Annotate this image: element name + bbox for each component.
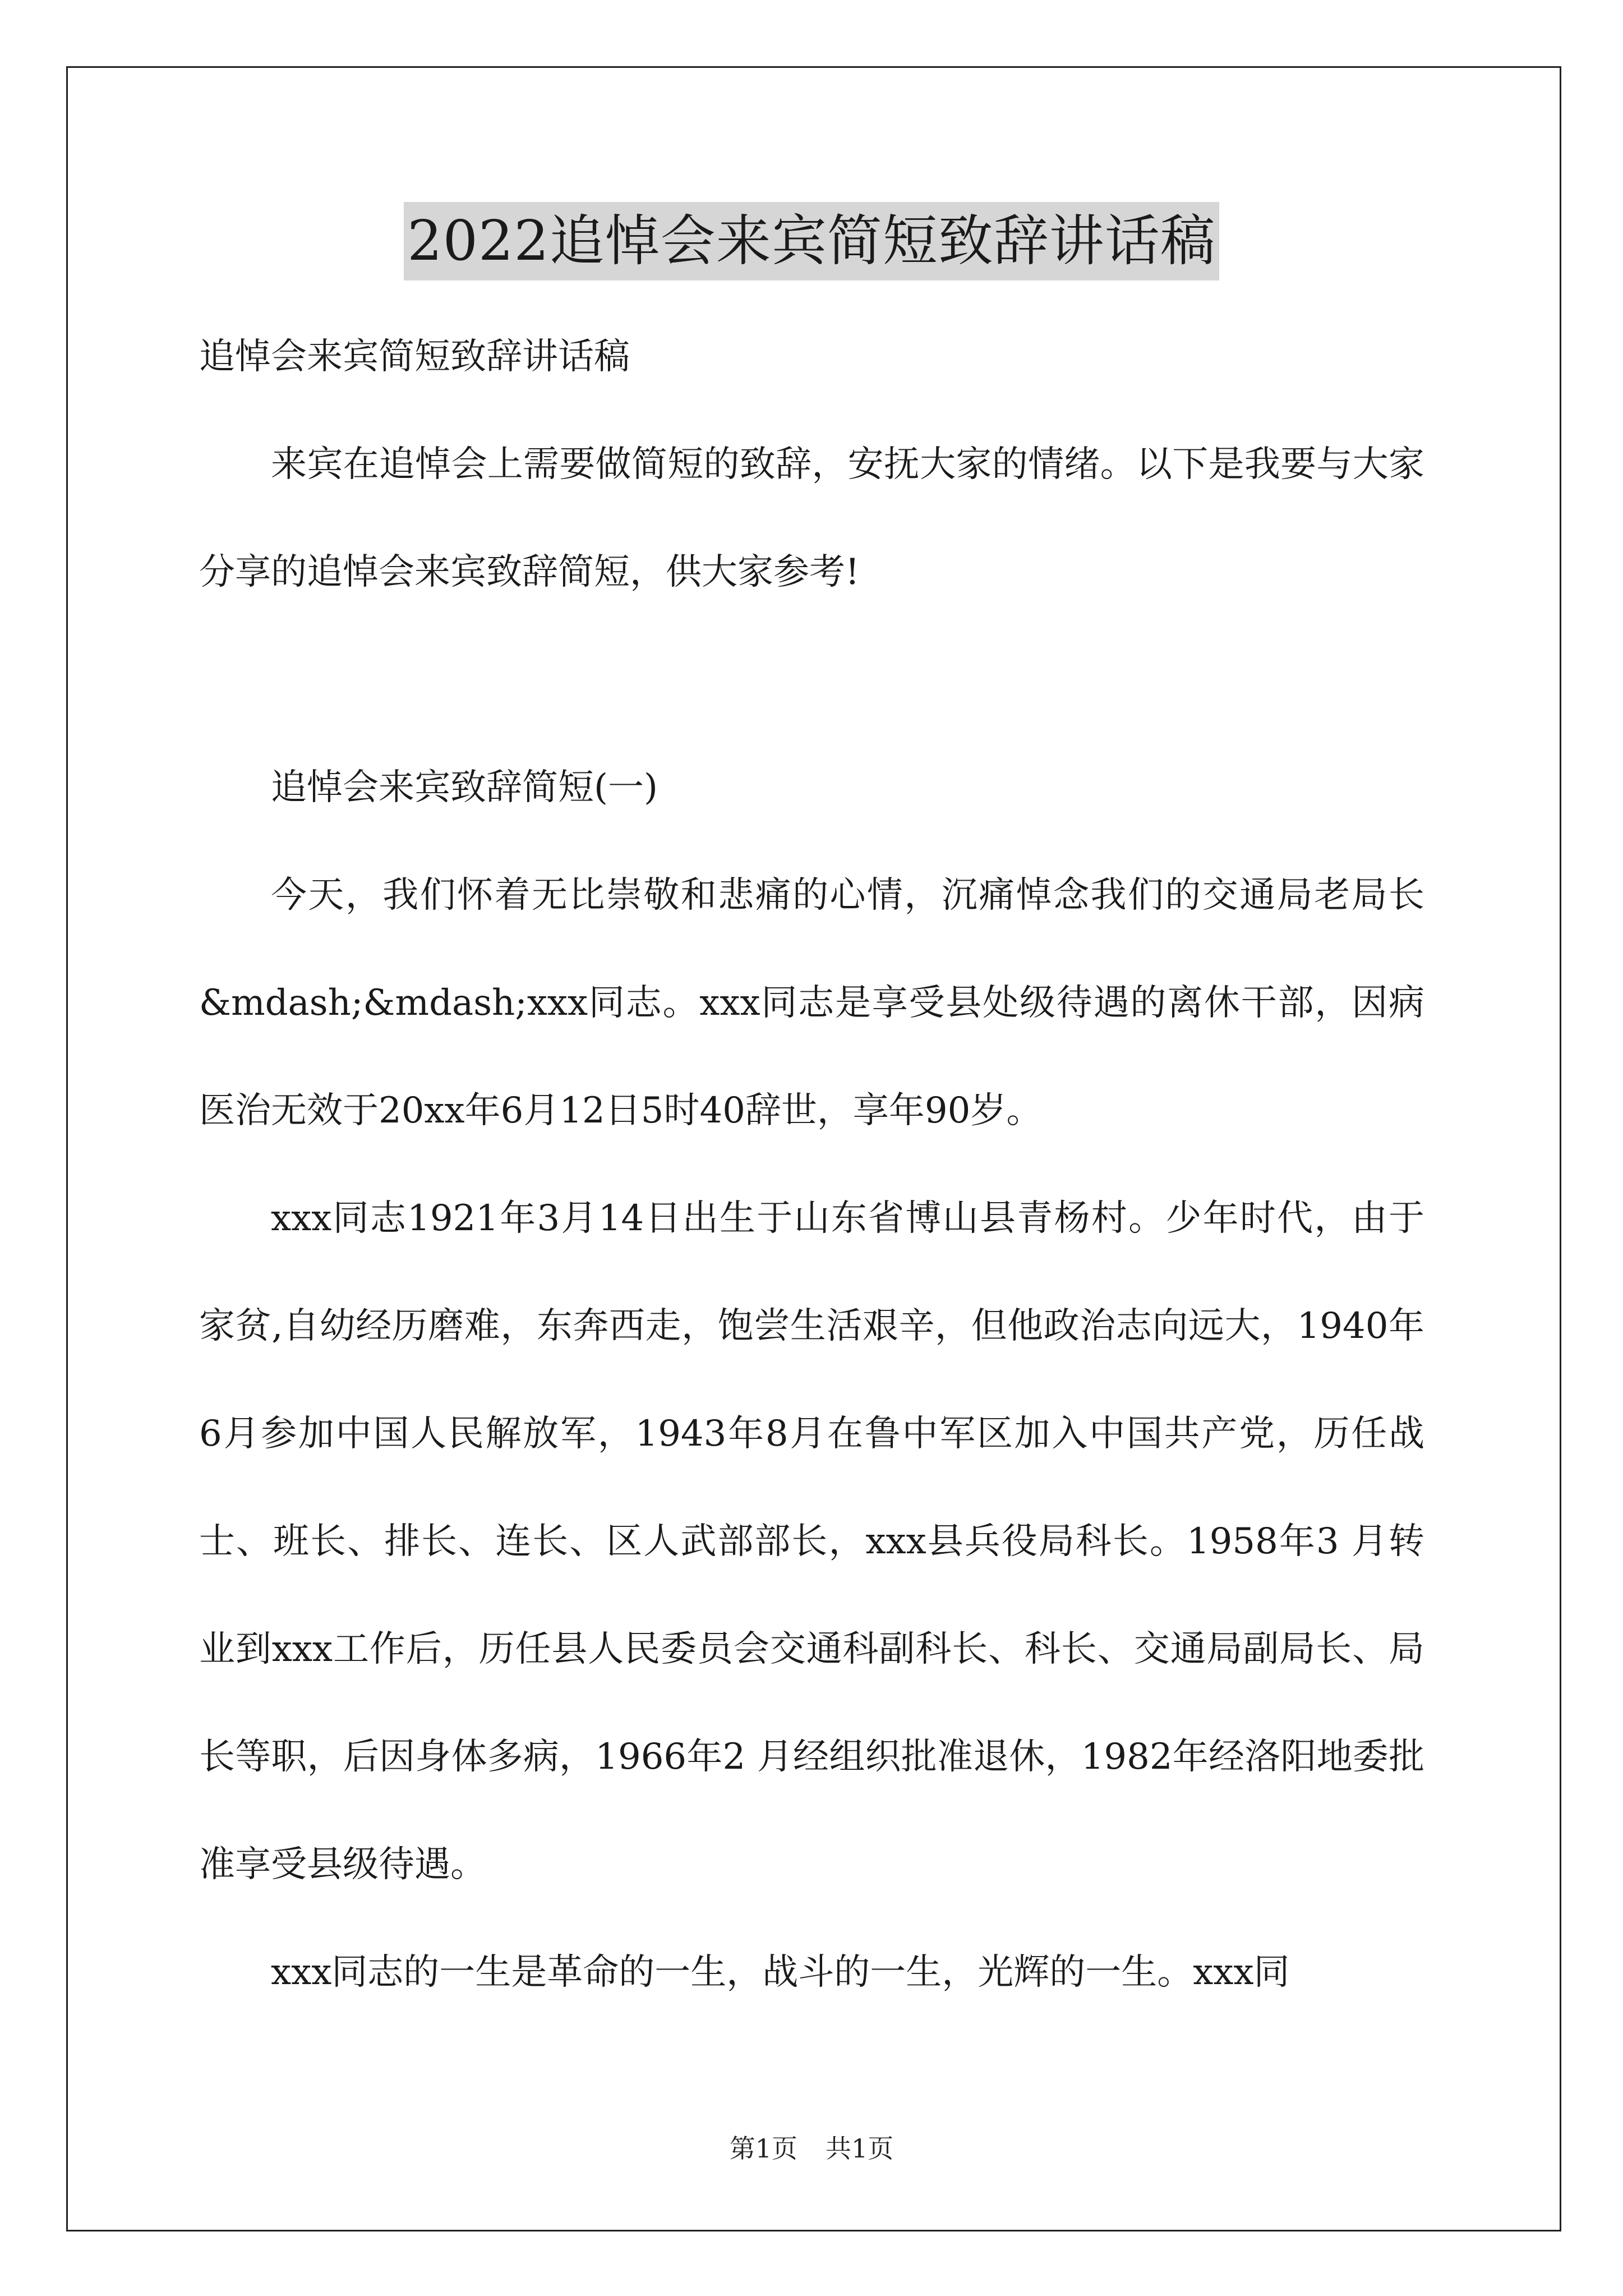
body-paragraph: xxx同志的一生是革命的一生，战斗的一生，光辉的一生。xxx同	[271, 1952, 1290, 1993]
body-paragraph: 今天，我们怀着无比崇敬和悲痛的心情，沉痛悼念我们的交通局老局长&mdash;&mdash;xxx同志。xxx同志是享受县处级待遇的离休干部，因病医治无效于20xx年6月12日5时40辞世，享年90岁。	[199, 875, 1424, 1131]
title-container	[0, 202, 1623, 280]
page-footer	[0, 2132, 1623, 2165]
body-paragraph: xxx同志1921年3月14日出生于山东省博山县青杨村。少年时代，由于家贫,自幼经历磨难，东奔西走，饱尝生活艰辛，但他政治志向远大，1940年6月参加中国人民解放军，1943年8月在鲁中军区加入中国共产党，历任战士、班长、排长、连长、区人武部部长，xxx县兵役局科长。1958年3 月转业到xxx工作后，历任县人民委员会交通科副科长、科长、交通局副局长、局长等职，后因身体多病，1966年2 月经组织批准退休，1982年经洛阳地委批准享受县级待遇。	[199, 1198, 1424, 1885]
page-total: 共1页	[826, 2133, 894, 2164]
document-body	[199, 303, 1424, 2026]
document-subtitle: 追悼会来宾简短致辞讲话稿	[199, 336, 630, 378]
section-heading: 追悼会来宾致辞简短(一)	[271, 767, 658, 808]
intro-paragraph: 来宾在追悼会上需要做简短的致辞，安抚大家的情绪。以下是我要与大家分享的追悼会来宾致辞简短，供大家参考!	[199, 444, 1424, 593]
document-title: 2022追悼会来宾简短致辞讲话稿	[404, 202, 1219, 280]
page-number: 第1页	[729, 2133, 797, 2164]
